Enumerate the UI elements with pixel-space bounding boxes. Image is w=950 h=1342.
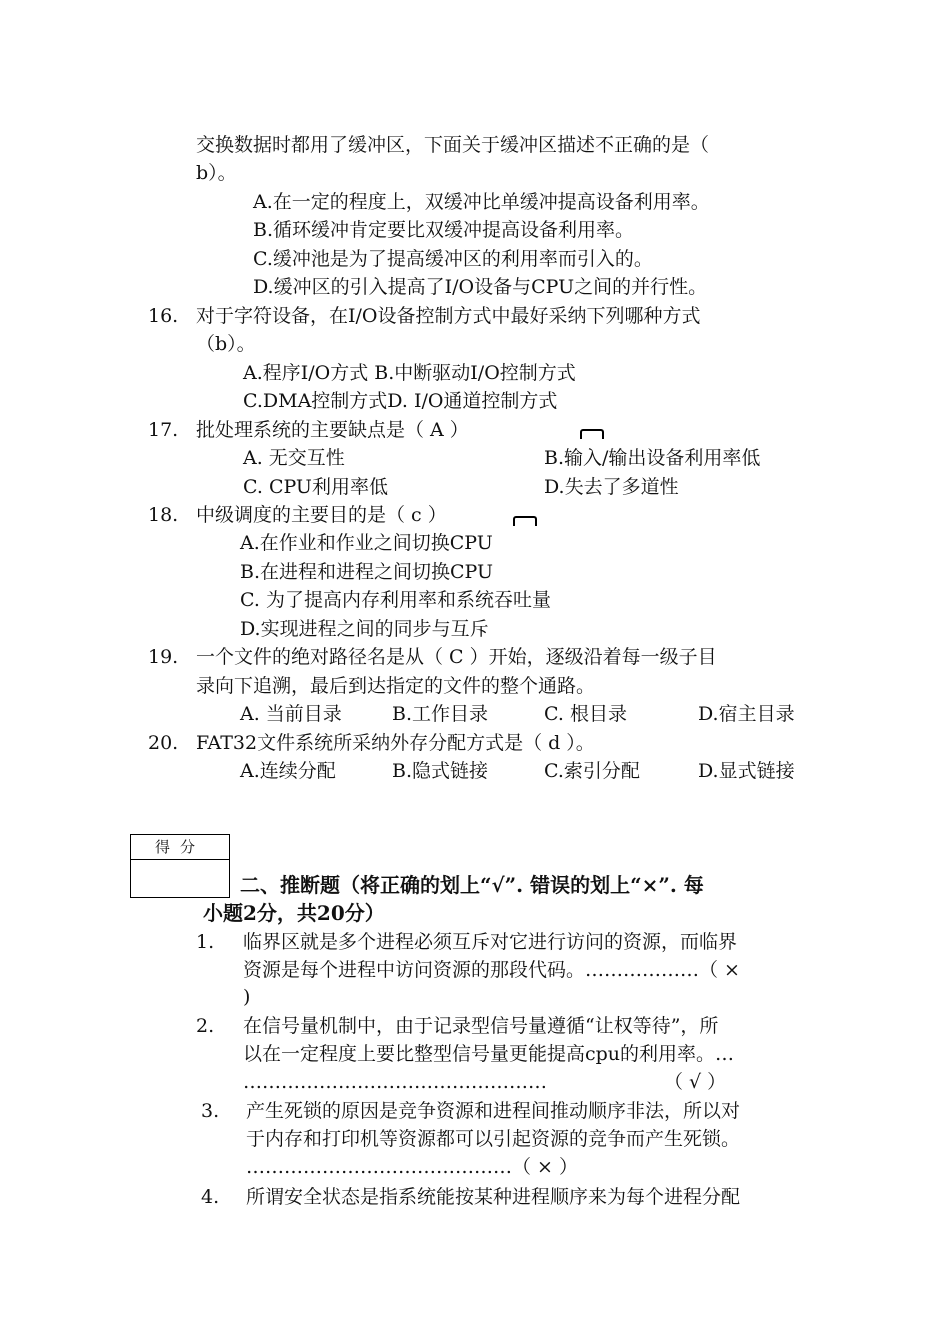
q19-option-a: A. 当前目录 [240,703,342,725]
tf3-number: 3. [201,1100,220,1122]
q16-options-cd: C.DMA控制方式D. I/O通道控制方式 [243,390,558,412]
q20-option-b: B.隐式链接 [392,760,489,782]
q15-option-b: B.循环缓冲肯定要比双缓冲提高设备利用率。 [253,219,635,241]
score-box [130,834,230,898]
q18-option-b: B.在进程和进程之间切换CPU [240,561,494,583]
tf2-line3: ………………………………………… [243,1071,547,1093]
q16-stem-line2: （b）。 [196,333,256,355]
inline-mark-icon [513,516,537,526]
q15-option-a: A.在一定的程度上，双缓冲比单缓冲提高设备利用率。 [253,191,710,213]
tf2-line2: 以在一定程度上要比整型信号量更能提高cpu的利用率。… [243,1043,735,1065]
q15-option-c: C.缓冲池是为了提高缓冲区的利用率而引入的。 [253,248,653,270]
q19-option-c: C. 根目录 [544,703,627,725]
q16-number: 16. [148,305,179,327]
q15-option-d: D.缓冲区的引入提高了I/O设备与CPU之间的并行性。 [253,276,708,298]
q17-option-a: A. 无交互性 [243,447,345,469]
q18-option-d: D.实现进程之间的同步与互斥 [240,618,489,640]
tf4-line1: 所谓安全状态是指系统能按某种进程顺序来为每个进程分配 [246,1186,741,1208]
q18-option-c: C. 为了提高内存利用率和系统吞吐量 [240,589,551,611]
tf3-line1: 产生死锁的原因是竞争资源和进程间推动顺序非法，所以对 [246,1100,741,1122]
q17-number: 17. [148,419,179,441]
tf2-answer: （ √ ） [664,1071,727,1093]
score-box-label: 得分 [131,835,229,860]
q20-number: 20. [148,732,179,754]
q18-number: 18. [148,504,179,526]
q17-stem: 批处理系统的主要缺点是（ A ） [196,419,469,441]
q18-option-a: A.在作业和作业之间切换CPU [240,532,493,554]
tf2-number: 2. [196,1015,215,1037]
section2-title-line1: 二、推断题（将正确的划上“√”. 错误的划上“×”. 每 [240,873,704,897]
section2-title-line2: 小题2分，共20分） [203,901,385,925]
tf3-line3: ……………………………………（ × ） [246,1156,578,1178]
q17-option-d: D.失去了多道性 [544,476,679,498]
q19-stem-line1: 一个文件的绝对路径名是从（ C ）开始，逐级沿着每一级子目 [196,646,717,668]
q15-stem-line2: b）。 [196,162,237,184]
q19-option-d: D.宿主目录 [698,703,795,725]
inline-mark-icon [580,429,604,439]
tf1-line1: 临界区就是多个进程必须互斥对它进行访问的资源，而临界 [243,931,738,953]
tf1-line2: 资源是每个进程中访问资源的那段代码。………………（ × [243,959,740,981]
tf1-number: 1. [196,931,215,953]
tf3-line2: 于内存和打印机等资源都可以引起资源的竞争而产生死锁。 [246,1128,741,1150]
q16-options-ab: A.程序I/O方式 B.中断驱动I/O控制方式 [243,362,576,384]
q16-stem-line1: 对于字符设备，在I/O设备控制方式中最好采纳下列哪种方式 [196,305,701,327]
q20-option-d: D.显式链接 [698,760,795,782]
q20-option-a: A.连续分配 [240,760,336,782]
q17-option-b: B.输入/输出设备利用率低 [544,447,761,469]
q15-stem-line1: 交换数据时都用了缓冲区，下面关于缓冲区描述不正确的是（ [196,134,710,156]
q19-option-b: B.工作目录 [392,703,489,725]
tf1-line3: ) [243,986,251,1008]
tf4-number: 4. [201,1186,220,1208]
q18-stem: 中级调度的主要目的是（ c ） [196,504,447,526]
q17-option-c: C. CPU利用率低 [243,476,388,498]
q19-number: 19. [148,646,179,668]
q20-option-c: C.索引分配 [544,760,640,782]
q19-stem-line2: 录向下追溯，最后到达指定的文件的整个通路。 [196,675,596,697]
tf2-line1: 在信号量机制中，由于记录型信号量遵循“让权等待”，所 [243,1015,719,1037]
q20-stem: FAT32文件系统所采纳外存分配方式是（ d ）。 [196,732,595,754]
